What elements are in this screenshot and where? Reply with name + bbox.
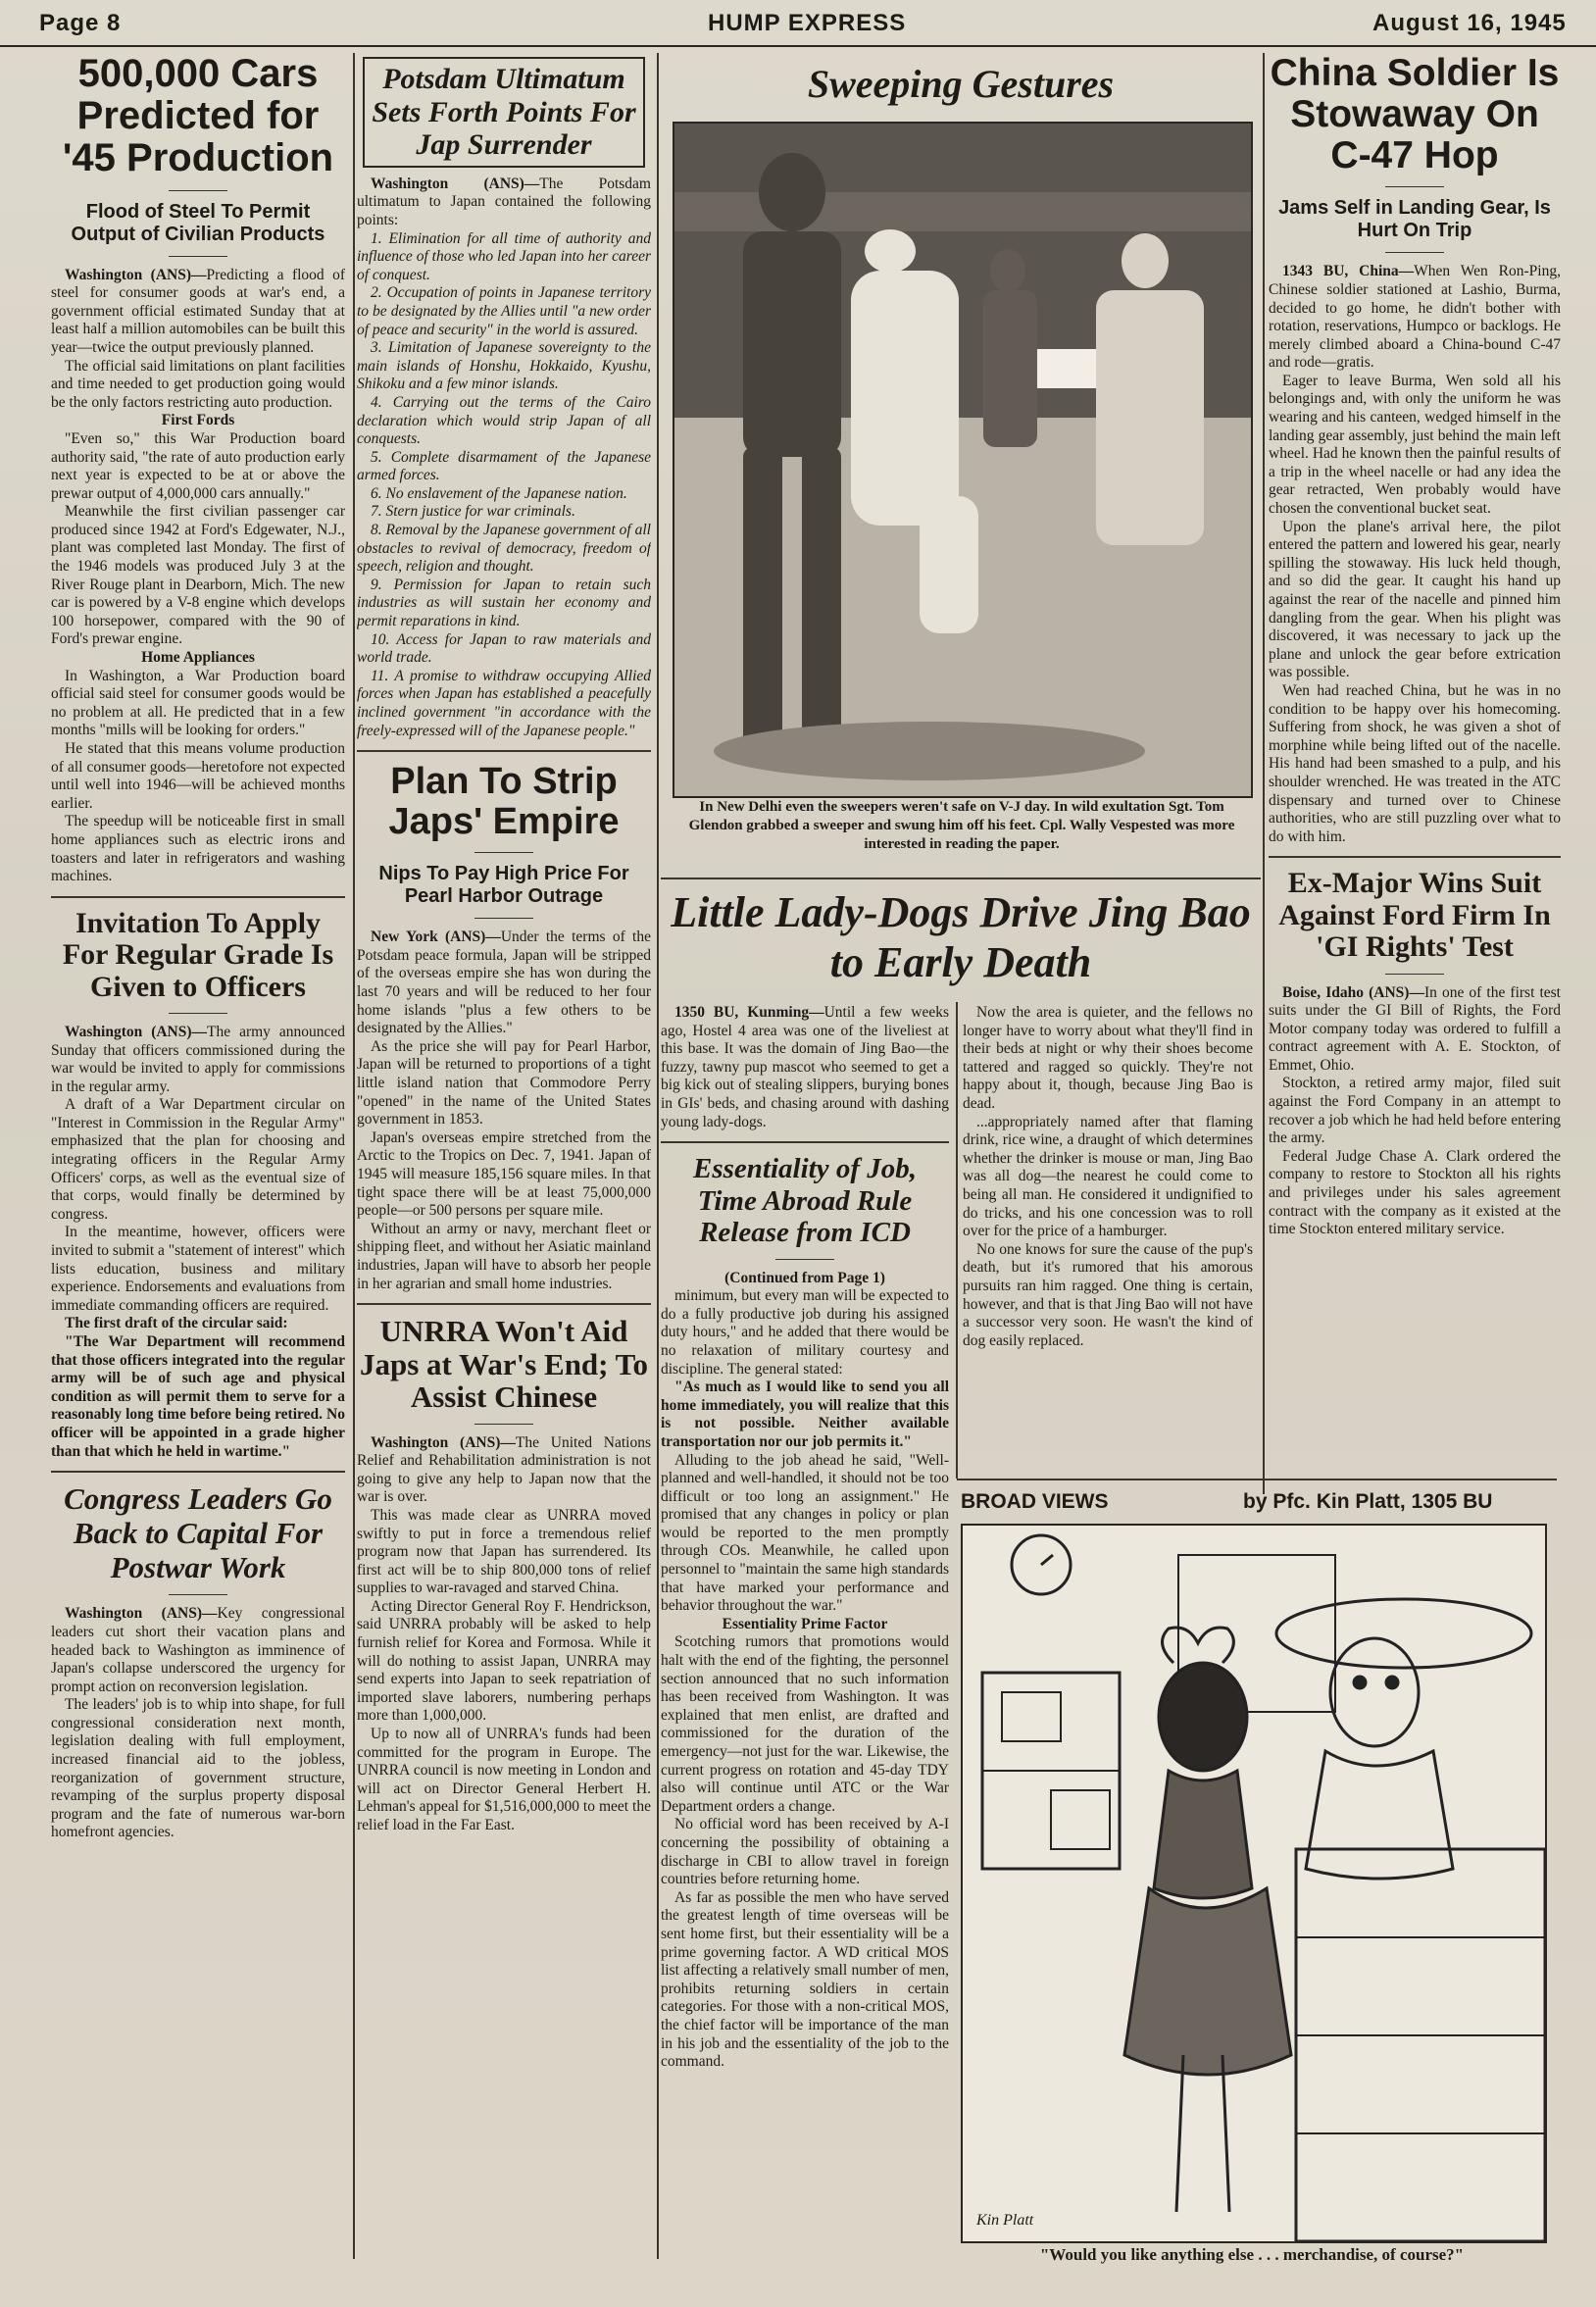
- congress-paragraph: The leaders' job is to whip into shape, for full congressional consideration next month, legislation dealing with full employment, increased financial aid to the jobless, reorganization of government structure, revamping of the surplus property disposal program and the fate of numerous war-born homefront agencies.: [51, 1696, 345, 1841]
- cartoon-illustration: [963, 1526, 1545, 2241]
- icd-continued: (Continued from Page 1): [724, 1269, 885, 1286]
- divider: [1385, 252, 1444, 253]
- cartoon-byline: by Pfc. Kin Platt, 1305 BU: [1243, 1490, 1493, 1513]
- plan-article: [357, 762, 651, 1293]
- section-rule: [51, 1471, 345, 1473]
- column-1: [51, 53, 345, 2254]
- potsdam-point: 1. Elimination for all time of authority and influence of those who led Japan into her career of conquest.: [357, 229, 651, 283]
- plan-paragraph: As the price she will pay for Pearl Harbor, Japan will be returned to proportions of a tight little island nation that Commodore Perry "opened" in the name of the United States government in 1853.: [357, 1037, 651, 1128]
- lady-dogs-paragraph: ...appropriately named after that flaming drink, rice wine, a draught of which determines whether the drinker is mouse or man, Jing Bao was all dog—the nearest he could come to being all man. He considered it undignified to do tricks, and his one concession was to roll over for the price of a hamburger.: [963, 1113, 1253, 1240]
- column-3: [661, 1004, 949, 2269]
- cars-deck: Flood of Steel To Permit Output of Civilian Products: [71, 200, 325, 245]
- divider: [775, 1259, 834, 1260]
- unrra-paragraph: The United Nations Relief and Rehabilitation administration is not going to give any help to Japan now that the war is over.: [357, 1433, 651, 1506]
- divider: [169, 1594, 227, 1595]
- divider: [169, 190, 227, 191]
- cartoon-caption: "Would you like anything else . . . merchandise, of course?": [1039, 2245, 1465, 2264]
- icd-paragraph: Alluding to the job ahead he said, "Well-planned and well-handled, it should not be too difficult or too long an assignment." He promised that any changes in policy or plan would be reported to the men promptly through COs. Meanwhile, he called upon personnel to "maintain the same high standards that have marked your performance and behavior throughout the war.": [661, 1451, 949, 1615]
- cars-dateline: Washington (ANS)—: [65, 266, 207, 283]
- broad-views-cartoon: [961, 1524, 1547, 2243]
- unrra-paragraph: Up to now all of UNRRA's funds had been committed for the program in Europe. The UNRRA council is now meeting in London and will act on Director General Herbert H. Lehman's appeal for $1,516,000,000 to meet the relief load in the Far East.: [357, 1726, 651, 1833]
- icd-paragraph: As far as possible the men who have served the greatest length of time overseas will be sent home first, but their essentiality will be a prime governing factor. A WD critical MOS list affecting a relatively small number of men, prohibits returning soldiers in certain categories. For those with a non-critical MOS, the chief factor will be importance of the man in his job and the essentiality of the job to the command.: [661, 1888, 949, 2071]
- plan-headline: Plan To Strip Japs' Empire: [388, 761, 620, 843]
- potsdam-point: 5. Complete disarmament of the Japanese armed forces.: [357, 448, 651, 484]
- icd-subhead: Essentiality Prime Factor: [722, 1615, 888, 1632]
- exmajor-paragraph: Stockton, a retired army major, filed suit against the Ford Company in an attempt to recover a job which he had held before entering the army.: [1269, 1075, 1561, 1147]
- page-number: Page 8: [39, 10, 122, 36]
- potsdam-headline: Potsdam Ultimatum Sets Forth Points For Jap Surrender: [372, 63, 636, 162]
- icd-headline: Essentiality of Job, Time Abroad Rule Release from ICD: [693, 1153, 917, 1249]
- column-4: [963, 1004, 1253, 1475]
- photo-caption: In New Delhi even the sweepers weren't safe on V-J day. In wild exultation Sgt. Tom Glendon grabbed a sweeper and swung him off his feet. Cpl. Wally Vespested was more interested in reading the paper.: [688, 799, 1235, 852]
- photo-shadow: [714, 722, 1145, 780]
- cars-paragraph: Meanwhile the first civilian passenger car produced since 1942 at Ford's Edgewater, N.J., plant was completed last Monday. The first of the 1946 models was produced July 3 at the River Rouge plant in Dearborn, Mich. The new car is powered by a V-8 engine which develops 100 horsepower, compared with the 90 of Ford's prewar engine.: [51, 503, 345, 648]
- exmajor-dateline: Boise, Idaho (ANS)—: [1282, 983, 1424, 1001]
- divider: [474, 1424, 533, 1425]
- divider: [169, 256, 227, 257]
- column-rule: [353, 53, 355, 2259]
- invitation-headline: Invitation To Apply For Regular Grade Is Given to Officers: [62, 906, 334, 1003]
- plan-dateline: New York (ANS)—: [371, 928, 501, 946]
- unrra-paragraph: This was made clear as UNRRA moved swiftly to put in force a tremendous relief program now that Japan has surrendered. Its first act will be to ship 800,000 tons of relief supplies to war-ravaged and starved China.: [357, 1506, 651, 1597]
- sweeping-headline: Sweeping Gestures: [807, 62, 1115, 106]
- potsdam-point: 8. Removal by the Japanese government of all obstacles to revival of democracy, freedom of speech, religion and thought.: [357, 522, 651, 576]
- potsdam-intro: The Potsdam ultimatum to Japan contained the following points:: [357, 175, 651, 228]
- cars-headline: 500,000 Cars Predicted for '45 Production: [62, 53, 334, 180]
- section-rule: [661, 1141, 949, 1143]
- divider: [474, 852, 533, 853]
- potsdam-point: 11. A promise to withdraw occupying Allied forces when Japan has established a peacefully inclined government "in accordance with the freely-expressed will of the Japanese people.": [357, 667, 651, 739]
- congress-paragraph: Key congressional leaders cut short their vacation plans and headed back to Washington as imminence of Japan's collapse underscored the urgency for prompt action on reconversion legislation.: [51, 1605, 345, 1695]
- lady-dogs-paragraph: No one knows for sure the cause of the pup's death, but it's rumored that his amorous pursuits ran him ragged. One thing is certain, however, and that is that Jing Bao will not have a successor very soon. He wasn't the kind of dog easily replaced.: [963, 1240, 1253, 1349]
- cars-paragraph: "Even so," this War Production board authority said, "the rate of auto production early next year is expected to be at or above the prewar output of 4,000,000 cars annually.": [51, 429, 345, 502]
- cars-paragraph: He stated that this means volume production of all consumer goods—heretofore not expected until well into 1946—will be achieved months earlier.: [51, 740, 345, 812]
- potsdam-dateline: Washington (ANS)—: [371, 175, 540, 192]
- invitation-paragraph: A draft of a War Department circular on "Interest in Commission in the Regular Army" emphasized that the plan for choosing and integrating officers in the Regular Army Officers' corps, as well as the eventual size of that corps, would finally be determined by congress.: [51, 1096, 345, 1223]
- potsdam-point: 10. Access for Japan to raw materials and world trade.: [357, 630, 651, 667]
- exmajor-paragraph: In one of the first test suits under the GI Bill of Rights, the Ford Motor company today was ordered to fulfill a contract agreement with A. E. Stockton, of Emmet, Ohio.: [1269, 983, 1561, 1074]
- masthead: [0, 0, 1596, 47]
- stowaway-paragraph: Eager to leave Burma, Wen sold all his belongings and, with only the uniform he was wearing and his canteen, wedged himself in the landing gear assembly, just behind the main left wheel. Had he known then the painful results of a trip in the wheel nacelle or had any idea the gear retracted, Wen probably would have chosen the conventional bucket seat.: [1269, 372, 1561, 518]
- column-rule: [956, 1002, 958, 1479]
- issue-date: August 16, 1945: [1372, 10, 1567, 36]
- icd-quote: "As much as I would like to send you all home immediately, you will realize that this is not possible. Neither available transportation nor our job permits it.": [661, 1379, 949, 1450]
- cars-article: [51, 53, 345, 886]
- plan-paragraph: Japan's overseas empire stretched from the Arctic to the Tropics on Dec. 7, 1941. Japan of 1945 will measure 185,156 square miles. In that tight space there will be at least 75,000,000 people—or 500 persons per square mile.: [357, 1128, 651, 1220]
- section-rule: [357, 750, 651, 752]
- vj-day-photo: [673, 122, 1253, 798]
- lady-dogs-headline: Little Lady-Dogs Drive Jing Bao to Early Death: [671, 888, 1251, 986]
- column-5: [1269, 53, 1561, 1479]
- potsdam-headline-box: [363, 57, 645, 168]
- exmajor-paragraph: Federal Judge Chase A. Clark ordered the company to restore to Stockton all his rights and privileges under his sales agreement contract with the company as it existed at the time Stockton entered military service.: [1269, 1147, 1561, 1238]
- divider: [169, 1013, 227, 1014]
- lady-dogs-paragraph: Until a few weeks ago, Hostel 4 area was one of the liveliest at this base. It was the domain of Jing Bao—the fuzzy, tawny pup mascot who seemed to get a big kick out of stealing slippers, burying bones in GIs' beds, and chasing around with dashing young lady-dogs.: [661, 1004, 949, 1130]
- congress-article: [51, 1482, 345, 1842]
- exmajor-headline: Ex-Major Wins Suit Against Ford Firm In 'GI Rights' Test: [1278, 867, 1551, 964]
- icd-paragraph: No official word has been received by A-I concerning the possibility of obtaining a discharge in CBI to allow travel in foreign countries before returning home.: [661, 1816, 949, 1888]
- invitation-quote: "The War Department will recommend that those officers integrated into the regular army will be of such age and physical condition as will permit them to serve for a reasonably long time before being retired. No officer will be appointed in a grade higher than that which he held in wartime.": [51, 1333, 345, 1460]
- column-rule: [657, 53, 659, 2259]
- unrra-dateline: Washington (ANS)—: [371, 1433, 516, 1451]
- stowaway-paragraph: Upon the plane's arrival here, the pilot entered the pattern and lowered his gear, nearly spilling the stowaway. His luck held though, and so did the gear. It caught his hand up against the rear of the nacelle and pinned him dangling from the gear. When his plight was discovered, it was necessary to jack up the plane and unlock the gear before extrication was possible.: [1269, 518, 1561, 681]
- cars-subhead: Home Appliances: [141, 649, 255, 667]
- cars-paragraph: The official said limitations on plant facilities and time needed to get production going would be the only factors restricting auto production.: [51, 357, 345, 411]
- plan-deck: Nips To Pay High Price For Pearl Harbor Outrage: [378, 863, 629, 908]
- stowaway-paragraph: Wen had reached China, but he was in no condition to be happy over his homecoming. Suffering from shock, he was given a shot of morphine while being lifted out of the nacelle. His hand had been smashed to a pulp, and his shoulder wrenched. He was treated in the ATC dispensary and turned over to Chinese authorities, who are still puzzling over what to do with him.: [1269, 681, 1561, 845]
- stowaway-article: [1269, 53, 1561, 846]
- section-rule: [661, 878, 1261, 879]
- cartoon-label: BROAD VIEWS: [961, 1490, 1109, 1513]
- section-rule: [1269, 856, 1561, 858]
- cars-paragraph: The speedup will be noticeable first in small home appliances such as electric irons and toasters and later in refrigerators and washing machines.: [51, 813, 345, 885]
- unrra-headline: UNRRA Won't Aid Japs at War's End; To Assist Chinese: [359, 1314, 649, 1415]
- congress-headline: Congress Leaders Go Back to Capital For Postwar Work: [64, 1481, 332, 1584]
- icd-paragraph: Scotching rumors that promotions would halt with the end of the fighting, the personnel section announced that no such information has been received from Washington. It was explained that men enlist, are drafted and commissioned for the duration of the emergency—not just for the war. Likewise, the current progress on rotation and 45-day TDY also will continue until ATC or the War Department orders a change.: [661, 1633, 949, 1815]
- potsdam-point: 9. Permission for Japan to retain such industries as will sustain her economy and permit reparations in kind.: [357, 576, 651, 630]
- divider: [1385, 186, 1444, 187]
- column-rule: [1263, 53, 1265, 1494]
- lady-dogs-paragraph: Now the area is quieter, and the fellows no longer have to worry about what they'll find in their beds at night or why their shoes become tattered and ragged so quickly. They're not happy about it, though, because Jing Bao is dead.: [963, 1004, 1253, 1112]
- plan-paragraph: Under the terms of the Potsdam peace formula, Japan will be stripped of the overseas empire she has won during the last 70 years and will be reduced to her four home islands "plus a few others to be designated by the Allies.": [357, 928, 651, 1037]
- photo-illustration: [674, 124, 1251, 796]
- column-2: [357, 53, 651, 2254]
- stowaway-paragraph: When Wen Ron-Ping, Chinese soldier stationed at Lashio, Burma, decided to go home, he didn't bother with rotation, reservations, Humpco or backlogs. He merely climbed aboard a China-bound C-47 and rode—gratis.: [1269, 263, 1561, 372]
- section-rule: [51, 896, 345, 898]
- lady-dogs-article: [661, 1004, 949, 1131]
- potsdam-point: 7. Stern justice for war criminals.: [371, 503, 575, 521]
- invitation-paragraph: The army announced Sunday that officers commissioned during the war would be invited to apply for commissions in the regular army.: [51, 1023, 345, 1095]
- cars-subhead: First Fords: [161, 412, 235, 429]
- potsdam-point: 6. No enslavement of the Japanese nation.: [371, 484, 627, 502]
- unrra-paragraph: Acting Director General Roy F. Hendrickson, said UNRRA probably will be asked to help furnish relief for Korea and Formosa. While it will do nothing to assist Japan, UNRRA may send experts into Japan to seek repatriation of imported slave laborers, numbering perhaps more than 1,000,000.: [357, 1597, 651, 1725]
- cars-paragraph: Predicting a flood of steel for consumer goods at war's end, a government official estimated Sunday that at least half a million automobiles can be built this year—twice the output previously planned.: [51, 266, 345, 356]
- divider: [1385, 974, 1444, 975]
- congress-dateline: Washington (ANS)—: [65, 1605, 218, 1623]
- icd-paragraph: minimum, but every man will be expected to do a fully productive job during his assigned duty hours," and he added that there would be no relaxation of military courtesy and discipline. The general stated:: [661, 1287, 949, 1378]
- plan-paragraph: Without an army or navy, merchant fleet or shipping fleet, and without her Asiatic mainland industries, Japan will have to absorb her people in her agrarian and small home industries.: [357, 1220, 651, 1292]
- unrra-article: [357, 1315, 651, 1834]
- potsdam-point: 4. Carrying out the terms of the Cairo declaration which would strip Japan of all conquests.: [357, 393, 651, 448]
- potsdam-point: 3. Limitation of Japanese sovereignty to the main islands of Honshu, Hokkaido, Kyushu, Shikoku and a few minor islands.: [357, 339, 651, 393]
- cars-paragraph: In Washington, a War Production board official said steel for consumer goods would be no problem at all. He predicted that in a few months "mills will be looking for orders.": [51, 667, 345, 739]
- invitation-paragraph: In the meantime, however, officers were invited to submit a "statement of interest" which lists education, business and military experience. Endorsements and evaluations from immediate commanding officers are required.: [51, 1224, 345, 1314]
- invitation-dateline: Washington (ANS)—: [65, 1023, 208, 1040]
- divider: [474, 918, 533, 919]
- section-rule: [357, 1303, 651, 1305]
- invitation-paragraph: The first draft of the circular said:: [65, 1315, 288, 1332]
- exmajor-article: [1269, 868, 1561, 1238]
- lady-dogs-dateline: 1350 BU, Kunming—: [674, 1004, 824, 1021]
- cartoonist-signature: Kin Platt: [976, 2212, 1034, 2229]
- paper-title: HUMP EXPRESS: [708, 10, 907, 36]
- stowaway-headline: China Soldier Is Stowaway On C-47 Hop: [1270, 53, 1560, 177]
- stowaway-dateline: 1343 BU, China—: [1282, 263, 1415, 280]
- invitation-article: [51, 908, 345, 1461]
- potsdam-article: [357, 57, 651, 740]
- stowaway-deck: Jams Self in Landing Gear, Is Hurt On Trip: [1278, 197, 1551, 242]
- potsdam-point: 2. Occupation of points in Japanese territory to be designated by the Allies until "a new order of peace and security" in the world is assured.: [357, 284, 651, 338]
- icd-article: [661, 1153, 949, 2072]
